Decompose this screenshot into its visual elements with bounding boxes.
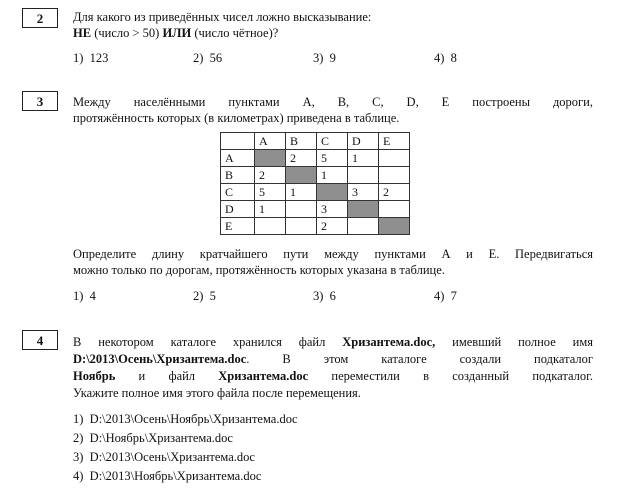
option-label: 1) xyxy=(73,289,84,303)
option-label: 3) xyxy=(313,51,324,65)
bold-path: D:\2013\Осень\Хризантема.doc xyxy=(73,352,247,366)
option-value: 56 xyxy=(209,51,223,65)
table-row xyxy=(221,150,410,167)
table-header-cell: C xyxy=(317,133,348,150)
table-cell: 3 xyxy=(317,201,348,218)
answer-option-2 xyxy=(193,289,216,304)
table-cell: 1 xyxy=(317,167,348,184)
option-label: 2) xyxy=(193,51,204,65)
bold-filename: Хризантема.doc, xyxy=(342,335,436,349)
option-value: 5 xyxy=(209,289,216,303)
bold-subfolder: Ноябрь xyxy=(73,369,116,383)
task2-question-line1: Для какого из приведённых чисел ложно высказывание: xyxy=(73,10,372,24)
table-row xyxy=(221,184,410,201)
task3-question-line2: можно только по дорогам, протяжённость которых указана в таблице. xyxy=(73,263,445,277)
table-cell: 1 xyxy=(286,184,317,201)
option-value: 6 xyxy=(329,289,336,303)
option-value: 8 xyxy=(450,51,457,65)
task3-question-line1: Определите длину кратчайшего пути между пунктами А и Е. Передвигаться xyxy=(73,247,593,261)
text-part: и файл xyxy=(115,369,219,383)
table-header-row xyxy=(221,133,410,150)
option-label: 1) xyxy=(73,51,84,65)
answer-option-4 xyxy=(434,289,457,304)
option-value: 4 xyxy=(89,289,96,303)
option-label: 2) xyxy=(73,431,84,445)
answer-option-4 xyxy=(73,469,261,484)
row-label: C xyxy=(221,184,255,201)
task-number: 3 xyxy=(36,94,44,109)
answer-option-3 xyxy=(313,289,336,304)
row-label: B xyxy=(221,167,255,184)
text-part: В некотором каталоге хранился файл xyxy=(73,335,343,349)
table-cell xyxy=(286,218,317,235)
table-cell-diagonal xyxy=(379,218,410,235)
option-label: 4) xyxy=(434,51,445,65)
table-header-cell: D xyxy=(348,133,379,150)
text-part: (число > 50) xyxy=(91,26,163,40)
option-value: D:\2013\Осень\Ноябрь\Хризантема.doc xyxy=(89,412,298,426)
table-cell: 2 xyxy=(286,150,317,167)
option-label: 3) xyxy=(73,450,84,464)
table-cell: 5 xyxy=(255,184,286,201)
table-cell-diagonal xyxy=(317,184,348,201)
option-label: 4) xyxy=(434,289,445,303)
text-part: переместили в созданный подкаталог. xyxy=(308,369,593,383)
table-cell-diagonal xyxy=(286,167,317,184)
task-number: 2 xyxy=(36,11,44,26)
table-header-cell: A xyxy=(255,133,286,150)
task-number: 4 xyxy=(36,333,44,348)
option-label: 4) xyxy=(73,469,84,483)
option-value: D:\2013\Ноябрь\Хризантема.doc xyxy=(89,469,262,483)
task4-line3 xyxy=(73,369,593,384)
table-cell xyxy=(286,201,317,218)
answer-option-3 xyxy=(73,450,255,465)
text-part: (число чётное)? xyxy=(191,26,279,40)
bold-not: НЕ xyxy=(73,26,92,40)
task4-line2 xyxy=(73,352,593,367)
bold-or: ИЛИ xyxy=(162,26,192,40)
table-cell: 3 xyxy=(348,184,379,201)
option-label: 3) xyxy=(313,289,324,303)
table-header-cell: B xyxy=(286,133,317,150)
task3-intro-line1: Между населёнными пунктами А, В, С, D, Е построены дороги, xyxy=(73,95,593,109)
table-cell-diagonal xyxy=(348,201,379,218)
option-value: 9 xyxy=(329,51,336,65)
row-label: A xyxy=(221,150,255,167)
task-number-box xyxy=(22,330,58,350)
table-cell: 2 xyxy=(317,218,348,235)
table-header-cell: E xyxy=(379,133,410,150)
text-part: имевший полное имя xyxy=(435,335,593,349)
row-label: E xyxy=(221,218,255,235)
option-value: 7 xyxy=(450,289,457,303)
option-label: 1) xyxy=(73,412,84,426)
table-cell: 2 xyxy=(255,167,286,184)
option-label: 2) xyxy=(193,289,204,303)
answer-option-2 xyxy=(193,51,222,66)
answer-option-4 xyxy=(434,51,457,66)
table-cell-diagonal xyxy=(255,150,286,167)
table-cell xyxy=(255,218,286,235)
distance-table xyxy=(220,132,410,235)
option-value: D:\Ноябрь\Хризантема.doc xyxy=(89,431,233,445)
task-number-box xyxy=(22,91,58,111)
answer-option-1 xyxy=(73,412,298,427)
task2-question-line2 xyxy=(73,26,593,41)
answer-option-3 xyxy=(313,51,336,66)
row-label: D xyxy=(221,201,255,218)
text-part: . В этом каталоге создали подкаталог xyxy=(246,352,593,366)
table-cell xyxy=(348,167,379,184)
task4-line4: Укажите полное имя этого файла после перемещения. xyxy=(73,386,361,400)
option-value: 123 xyxy=(89,51,109,65)
table-cell xyxy=(379,201,410,218)
table-cell: 1 xyxy=(348,150,379,167)
table-cell xyxy=(379,167,410,184)
table-row xyxy=(221,218,410,235)
task-number-box xyxy=(22,8,58,28)
table-cell: 1 xyxy=(255,201,286,218)
answer-option-2 xyxy=(73,431,233,446)
table-cell xyxy=(379,150,410,167)
task4-line1 xyxy=(73,335,593,350)
table-cell: 2 xyxy=(379,184,410,201)
option-value: D:\2013\Осень\Хризантема.doc xyxy=(89,450,255,464)
table-cell: 5 xyxy=(317,150,348,167)
table-cell xyxy=(348,218,379,235)
bold-filename: Хризантема.doc xyxy=(218,369,309,383)
answer-option-1 xyxy=(73,289,96,304)
task3-intro-line2: протяжённость которых (в километрах) приведена в таблице. xyxy=(73,111,400,125)
table-header-cell xyxy=(221,133,255,150)
answer-option-1 xyxy=(73,51,108,66)
table-row xyxy=(221,201,410,218)
table-row xyxy=(221,167,410,184)
